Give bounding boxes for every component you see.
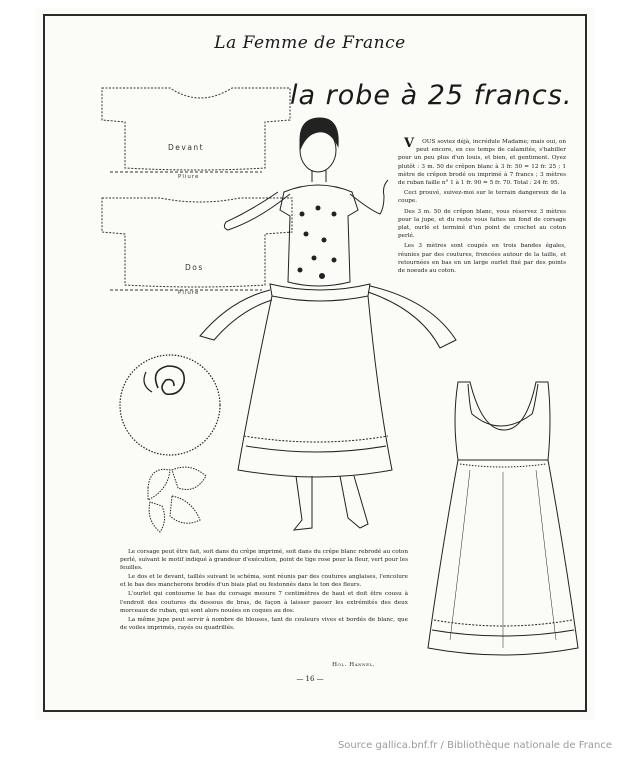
pattern-front <box>102 88 290 172</box>
pattern-back <box>102 198 292 290</box>
front-label: Devant <box>168 143 205 152</box>
source-credit: Source gallica.bnf.fr / Bibliothèque nationale de France <box>337 740 612 751</box>
back-label: Dos <box>185 263 204 272</box>
slip-dress-drawing <box>428 382 578 655</box>
right-text-column <box>398 138 566 277</box>
leaves-motif <box>148 467 206 532</box>
paragraph: Le dos et le devant, taillés suivant le schéma, sont réunis par des coutures anglaises, l'encolure et le bas des mancherons brodés d'un biais plat ou festonnés dans le ton des fleurs. <box>120 574 408 589</box>
paragraph: Des 3 m. 50 de crêpon blanc, vous réservez 3 mètres pour la jupe, et du reste vous faites un fond de corsage plat, ourlé et terminé d'un point de crochet au coton perlé. <box>398 208 566 240</box>
back-fold-label: Pliure <box>178 290 200 296</box>
paragraph: L'ourlet qui contourne le bas du corsage mesure 7 centimètres de haut et doit être cousu à l'endroit des coutures du dessous de bras, de façon à laisser passer les extrémités des deux morceaux de ruban, qui sont alors nouées en coques au dos. <box>120 591 408 614</box>
paragraph: Ceci prouvé, suivez-moi sur le terrain dangereux de la coupe. <box>398 190 566 205</box>
paragraph: Les 3 mètres sont coupés en trois bandes égales, réunies par des coutures, froncées autour de la taille, et retournées en bas en un large ourlet fixé par des points de noeuds au coton. <box>398 243 566 275</box>
rose-motif <box>120 355 220 455</box>
drop-cap: V <box>404 136 415 151</box>
bottom-text-column <box>120 548 408 633</box>
author-signature: Hol. Hannel. <box>332 662 376 668</box>
magazine-header: La Femme de France <box>214 33 406 53</box>
paragraph: Le corsage peut être fait, soit dans du crêpe imprimé, soit dans du crêpe blanc rebrodé au coton perlé, suivant le motif indiqué à grandeur d'exécution, point de tige rose pour la fleur, vert pour les feuilles. <box>120 549 408 572</box>
front-fold-label: Pliure <box>178 174 200 180</box>
article-headline: la robe à 25 francs. <box>290 80 573 111</box>
paragraph: La même jupe peut servir à nombre de blouses, tant de couleurs vives et bordés de blanc, que de voiles imprimés, rayés ou quadrillés. <box>120 616 408 631</box>
page-number: — 16 — <box>296 675 324 683</box>
paragraph: V OUS soviez déjà, incrédule Madame; mais oui, on peut encore, en ces temps de calamités, s'habiller pour un peu plus d'un louis, et bien, et gentiment. Oyez plutôt : 3 m. 50 de crêpon blanc à 3 fr. 50 = 12 fr. 25 ; 1 mètre de crêpon brodé ou imprimé à 7 francs ; 3 mètres de ruban faille n° 1 à 1 fr. 90 = 5 fr. 70. Total : 24 fr. 95. <box>398 136 566 187</box>
